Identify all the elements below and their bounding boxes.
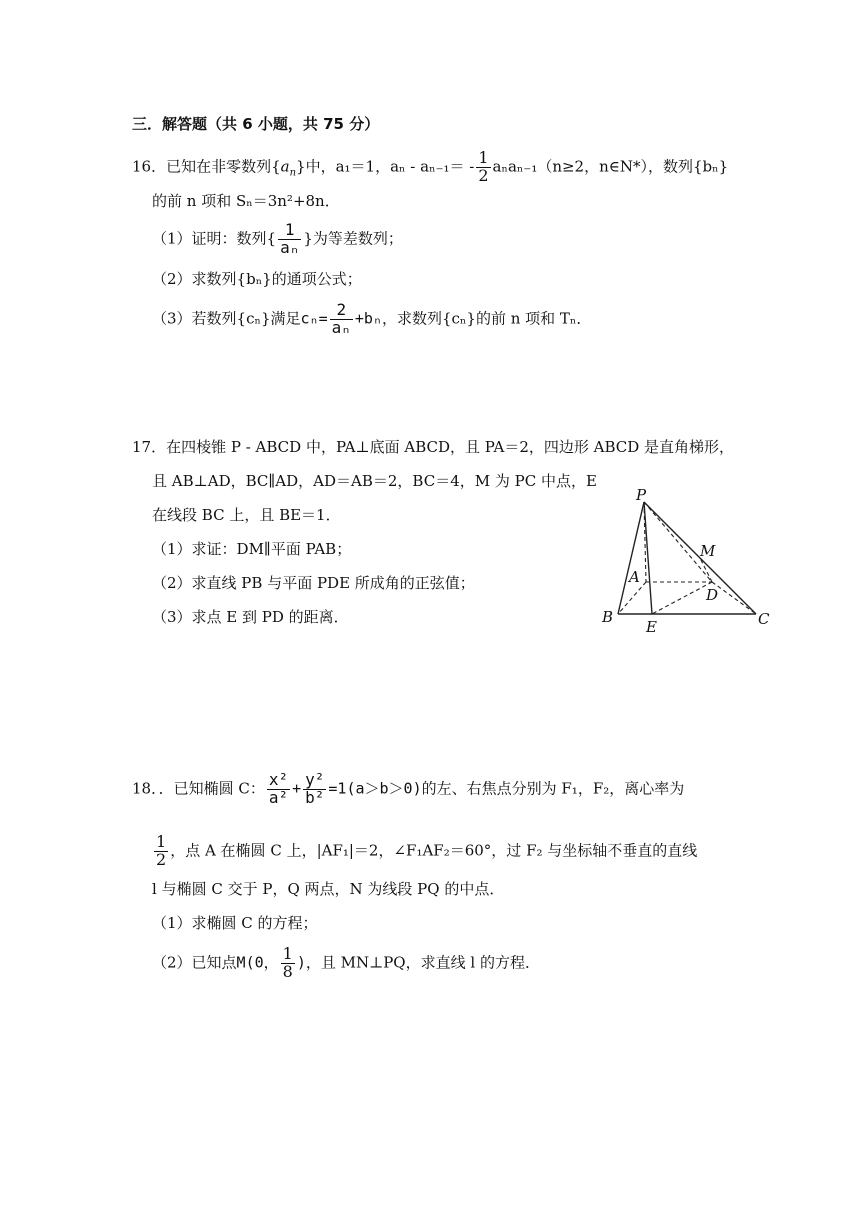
q16-part2: （2）求数列{bₙ}的通项公式； bbox=[152, 270, 362, 288]
q16-fraction-1-over-an: $\frac{1}{\text{aₙ}}$ bbox=[280, 220, 300, 257]
q18-part1: （1）求椭圆 C 的方程； bbox=[152, 914, 318, 932]
q17-line1: 17．在四棱锥 P - ABCD 中，PA⊥底面 ABCD，且 PA＝2，四边形 ABCD 是直角梯形， bbox=[132, 438, 735, 456]
q17-line2: 且 AB⊥AD，BC∥AD，AD＝AB＝2，BC＝4，M 为 PC 中点，E bbox=[152, 472, 597, 490]
q18-line1: 18．．已知椭圆 C： $\frac{\text{x²}}{\text{a²}}$ + $\frac{\text{y²}}{\text{b²}}$ =1(a＞b＞0)的左、右焦点分别为 F₁，F₂，离心率为 bbox=[132, 770, 685, 807]
label-M: M bbox=[700, 542, 716, 560]
q16-part1: （1）证明：数列{ $\frac{1}{\text{aₙ}}$ }为等差数列； bbox=[152, 220, 403, 257]
label-B: B bbox=[602, 608, 614, 626]
edge-DM bbox=[700, 558, 712, 582]
label-D: D bbox=[706, 586, 719, 604]
q18-line2: $\frac{1}{2}$ ，点 A 在椭圆 C 上，|AF₁|＝2，∠F₁AF₂＝60°，过 F₂ 与坐标轴不垂直的直线 bbox=[156, 832, 698, 869]
q18-part2: （2）已知点M(0， $\frac{1}{8}$ )，且 MN⊥PQ，求直线 l 的方程． bbox=[152, 944, 540, 981]
edge-DC bbox=[712, 582, 756, 614]
q17-line3: 在线段 BC 上，且 BE＝1． bbox=[152, 506, 341, 524]
edge-DE bbox=[652, 582, 712, 614]
q17-part1: （1）求证：DM∥平面 PAB； bbox=[152, 540, 352, 558]
q16-line1: 16．已知在非零数列$\{a_n\}$中，a₁＝1，aₙ - aₙ₋₁＝ - $\frac{1}{2}$ aₙaₙ₋₁（n≥2，n∈N*），数列{bₙ} bbox=[132, 148, 729, 185]
edge-PB bbox=[618, 502, 644, 614]
q18-fraction-y2-b2: $\frac{\text{y²}}{\text{b²}}$ bbox=[305, 770, 325, 807]
q18-fraction-eccentricity: $\frac{1}{2}$ bbox=[156, 832, 167, 869]
q17-part2: （2）求直线 PB 与平面 PDE 所成角的正弦值； bbox=[152, 574, 475, 592]
label-C: C bbox=[758, 610, 770, 628]
q16-fraction-2-over-an: $\frac{2}{\text{aₙ}}$ bbox=[331, 300, 351, 337]
label-A: A bbox=[629, 568, 640, 586]
q18-fraction-x2-a2: $\frac{\text{x²}}{\text{a²}}$ bbox=[268, 770, 289, 807]
q16-fraction-half: $\frac{1}{2}$ bbox=[478, 148, 489, 185]
q16-line2: 的前 n 项和 Sₙ＝3n²+8n． bbox=[152, 192, 340, 210]
q18-fraction-one-eighth: $\frac{1}{8}$ bbox=[282, 944, 293, 981]
label-P: P bbox=[636, 486, 647, 504]
q16-number: 16． bbox=[132, 157, 167, 176]
pyramid-figure bbox=[596, 484, 782, 636]
label-E: E bbox=[646, 618, 657, 636]
q18-line3: l 与椭圆 C 交于 P，Q 两点，N 为线段 PQ 的中点． bbox=[152, 880, 505, 898]
q17-part3: （3）求点 E 到 PD 的距离． bbox=[152, 608, 349, 626]
q16-part3: （3）若数列{cₙ}满足cₙ= $\frac{2}{\text{aₙ}}$ +bₙ，求数列{cₙ}的前 n 项和 Tₙ． bbox=[152, 300, 592, 337]
section-header: 三．解答题（共 6 小题，共 75 分） bbox=[132, 115, 380, 133]
